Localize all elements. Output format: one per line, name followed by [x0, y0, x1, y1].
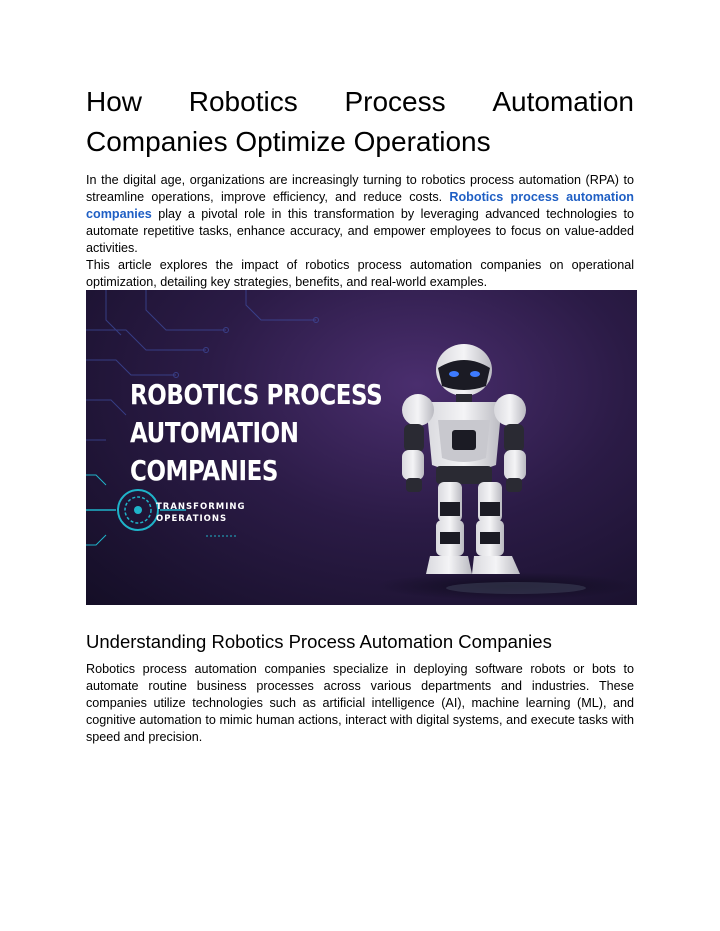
- hero-subtitle-line: TRANSFORMING: [156, 502, 246, 512]
- hero-image: [86, 290, 637, 605]
- section-paragraph: Robotics process automation companies specialize in deploying software robots or bots to automate routine business processes across various departments and industries. These companies utilize technologies such as artificial intelligence (AI), machine learning (ML), and cognitive automation to mimic human actions, interact with digital systems, and execute tasks with speed and precision.: [86, 662, 634, 744]
- intro-paragraph-2: This article explores the impact of robotics process automation companies on operational optimization, detailing key strategies, benefits, and real-world examples.: [86, 258, 634, 289]
- title-word: Process: [344, 86, 446, 117]
- article-header: [86, 82, 634, 291]
- rpa-companies-link[interactable]: Robotics process automation companies: [86, 190, 634, 221]
- title-line-1: [86, 82, 634, 122]
- intro-text-after-link: play a pivotal role in this transformation by leveraging advanced technologies to automate repetitive tasks, enhance accuracy, and empower employees to focus on value-added activities.: [86, 207, 634, 255]
- hero-title: [130, 376, 382, 490]
- hero-subtitle: [156, 501, 245, 525]
- hero-title-line: COMPANIES: [130, 454, 278, 487]
- title-word: How: [86, 86, 143, 117]
- title-line-2: Companies Optimize Operations: [86, 126, 491, 157]
- hero-subtitle-line: OPERATIONS: [156, 514, 228, 524]
- intro-paragraph: [86, 172, 634, 257]
- hero-title-line: AUTOMATION: [130, 416, 299, 449]
- title-word: Automation: [492, 86, 634, 117]
- hero-title-line: ROBOTICS PROCESS: [130, 378, 383, 411]
- intro-text-before-link: In the digital age, organizations are increasingly turning to robotics process automation (RPA) to streamline operations, improve efficiency, and reduce costs.: [86, 173, 634, 204]
- page-title: [86, 82, 634, 162]
- robot-figure: [402, 344, 526, 574]
- section-heading: Understanding Robotics Process Automation Companies: [86, 631, 552, 652]
- title-word: Robotics: [188, 86, 298, 117]
